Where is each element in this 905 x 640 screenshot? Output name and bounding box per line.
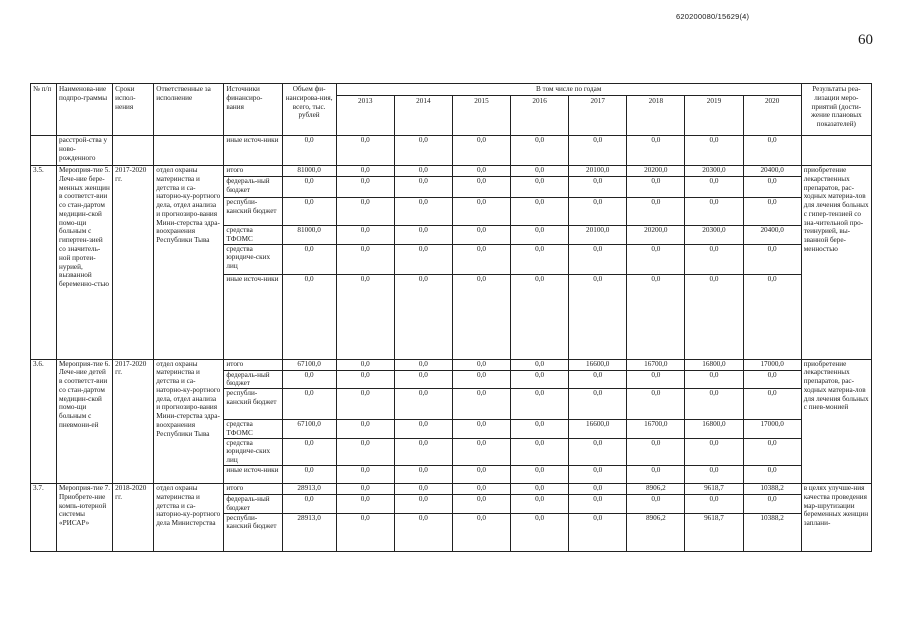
cell-item-no: 3.6. (31, 359, 57, 483)
header-year: 2015 (452, 96, 510, 136)
cell-total: 0,0 (282, 198, 336, 226)
cell-year-value: 0,0 (452, 274, 510, 359)
cell-year-value: 0,0 (394, 420, 452, 439)
cell-year-value: 0,0 (452, 359, 510, 370)
cell-year-value: 0,0 (627, 370, 685, 389)
cell-funding-source: итого (224, 484, 282, 495)
header-by-years: В том числе по годам (336, 84, 801, 96)
header-year: 2016 (511, 96, 569, 136)
cell-year-value: 17000,0 (743, 359, 801, 370)
cell-year-value: 0,0 (569, 244, 627, 274)
cell-year-value: 0,0 (336, 513, 394, 551)
cell-year-value: 0,0 (743, 495, 801, 514)
cell-total: 81000,0 (282, 226, 336, 245)
cell-year-value: 0,0 (743, 274, 801, 359)
cell-year-value: 0,0 (394, 389, 452, 420)
cell-year-value: 0,0 (452, 420, 510, 439)
cell-year-value: 0,0 (627, 389, 685, 420)
cell-year-value: 0,0 (627, 466, 685, 484)
cell-responsible: отдел охраны материнства и детства и са-наторно-ку-рортного дела, отдел анализа и прогнозиро-вания Мини-стерства здра-воохранения Республики Тыва (154, 359, 224, 483)
cell-year-value: 0,0 (511, 420, 569, 439)
cell-funding-source: итого (224, 359, 282, 370)
header-sources: Источники финансиро-вания (224, 84, 282, 136)
cell-year-value: 10388,2 (743, 484, 801, 495)
table-row (31, 166, 872, 177)
cell-year-value: 0,0 (336, 166, 394, 177)
cell-year-value: 0,0 (743, 438, 801, 465)
cell-measure-name: Мероприя-тие 7. Приобрете-ние компь-ютерной системы «РИСАР» (57, 484, 113, 552)
cell-year-value: 0,0 (452, 177, 510, 198)
cell-year-value: 0,0 (685, 370, 743, 389)
cell-result: приобретение лекарственных препаратов, рас-ходных материа-лов для лечения больных с пнев-монией (801, 359, 871, 483)
cell-year-value: 20100,0 (569, 166, 627, 177)
cell-year-value: 0,0 (511, 244, 569, 274)
cell-year-value: 0,0 (743, 198, 801, 226)
cell-total: 28913,0 (282, 484, 336, 495)
cell-year-value: 0,0 (452, 389, 510, 420)
cell-year-value: 0,0 (452, 166, 510, 177)
cell-year-value: 0,0 (569, 466, 627, 484)
cell-year-value: 16600,0 (569, 420, 627, 439)
cell-year-value: 16700,0 (627, 420, 685, 439)
program-table (30, 83, 872, 552)
cell-measure-name: Мероприя-тие 5. Лече-ние бере-менных женщин в соответст-вии со стан-дартом медицин-ской помо-щи больным с гипертен-зией со значитель-ной протеи-нурией, вызванной беременно-стью (57, 166, 113, 360)
cell-year-value: 0,0 (511, 274, 569, 359)
header-year: 2013 (336, 96, 394, 136)
cell-funding-source: иные источ-ники (224, 466, 282, 484)
cell-year-value: 0,0 (394, 495, 452, 514)
cell-year-value: 0,0 (511, 226, 569, 245)
table-row (31, 136, 872, 166)
cell-year-value: 0,0 (336, 136, 394, 166)
cell-total: 0,0 (282, 466, 336, 484)
cell-year-value: 0,0 (685, 177, 743, 198)
page-number: 60 (858, 32, 873, 48)
cell-total: 0,0 (282, 136, 336, 166)
cell-measure-name: Мероприя-тие 6. Лече-ние детей в соответст-вии со стан-дартом медицин-ской помо-щи больным с пневмони-ей (57, 359, 113, 483)
cell-year-value: 0,0 (336, 244, 394, 274)
cell-year-value: 0,0 (569, 136, 627, 166)
cell-term: 2018-2020 гг. (113, 484, 154, 552)
header-no: № п/п (31, 84, 57, 136)
cell-year-value: 20400,0 (743, 166, 801, 177)
cell-total: 0,0 (282, 177, 336, 198)
cell-year-value: 0,0 (452, 136, 510, 166)
cell-term: 2017-2020 гг. (113, 166, 154, 360)
cell-total: 0,0 (282, 389, 336, 420)
cell-year-value: 0,0 (511, 438, 569, 465)
cell-year-value: 0,0 (394, 136, 452, 166)
cell-year-value: 0,0 (336, 177, 394, 198)
cell-year-value: 0,0 (394, 466, 452, 484)
cell-total: 0,0 (282, 438, 336, 465)
table-row (31, 359, 872, 370)
cell-total: 67100,0 (282, 359, 336, 370)
cell-year-value: 0,0 (569, 438, 627, 465)
cell-year-value: 0,0 (743, 244, 801, 274)
cell-year-value: 0,0 (336, 466, 394, 484)
cell-funding-source: средства ТФОМС (224, 226, 282, 245)
cell-year-value: 0,0 (511, 136, 569, 166)
cell-year-value: 0,0 (743, 466, 801, 484)
cell-year-value: 0,0 (452, 198, 510, 226)
cell-year-value: 0,0 (743, 177, 801, 198)
cell-year-value: 0,0 (394, 513, 452, 551)
cell-year-value: 9618,7 (685, 484, 743, 495)
cell-funding-source: федераль-ный бюджет (224, 177, 282, 198)
cell-year-value: 0,0 (569, 177, 627, 198)
cell-result: приобретение лекарственных препаратов, рас-ходных материа-лов для лечения больных с гипер-тензией со зна-чительной про-теинурией, вы-званной бере-менностью (801, 166, 871, 360)
cell-year-value: 20300,0 (685, 166, 743, 177)
header-name: Наименова-ние подпро-граммы (57, 84, 113, 136)
cell-year-value: 0,0 (627, 136, 685, 166)
cell-total: 0,0 (282, 244, 336, 274)
cell-year-value: 0,0 (569, 389, 627, 420)
cell-year-value: 0,0 (685, 136, 743, 166)
cell-year-value: 0,0 (511, 198, 569, 226)
cell-item-no: 3.5. (31, 166, 57, 360)
cell-responsible: отдел охраны материнства и детства и са-наторно-ку-рортного дела Министерства (154, 484, 224, 552)
cell-year-value: 0,0 (511, 166, 569, 177)
cell-year-value: 0,0 (685, 244, 743, 274)
cell-year-value: 0,0 (511, 370, 569, 389)
header-volume: Объем фи-нансирова-ния, всего, тыс. рублей (282, 84, 336, 136)
cell-measure-name: расстрой-ства у ново-рожденного (57, 136, 113, 166)
cell-year-value: 9618,7 (685, 513, 743, 551)
cell-year-value: 0,0 (336, 484, 394, 495)
cell-funding-source: средства ТФОМС (224, 420, 282, 439)
cell-year-value: 0,0 (394, 359, 452, 370)
cell-year-value: 10388,2 (743, 513, 801, 551)
cell-year-value: 8906,2 (627, 513, 685, 551)
cell-year-value: 0,0 (569, 370, 627, 389)
cell-year-value: 20200,0 (627, 166, 685, 177)
cell-year-value: 0,0 (394, 274, 452, 359)
header-year: 2018 (627, 96, 685, 136)
cell-year-value: 0,0 (452, 513, 510, 551)
header-year: 2020 (743, 96, 801, 136)
cell-year-value: 0,0 (569, 274, 627, 359)
cell-year-value: 16800,0 (685, 420, 743, 439)
cell-year-value: 0,0 (685, 198, 743, 226)
header-results: Результаты реа-лизации меро-приятий (дости-жение плановых показателей) (801, 84, 871, 136)
cell-year-value: 0,0 (452, 244, 510, 274)
cell-year-value: 0,0 (394, 438, 452, 465)
cell-funding-source: республи-канский бюджет (224, 513, 282, 551)
cell-responsible: отдел охраны материнства и детства и са-наторно-ку-рортного дела, отдел анализа и прогнозиро-вания Мини-стерства здра-воохранения Республики Тыва (154, 166, 224, 360)
header-year: 2019 (685, 96, 743, 136)
cell-year-value: 0,0 (336, 274, 394, 359)
cell-year-value: 0,0 (627, 438, 685, 465)
cell-year-value: 16600,0 (569, 359, 627, 370)
cell-year-value: 0,0 (394, 198, 452, 226)
cell-year-value: 0,0 (569, 198, 627, 226)
cell-year-value: 0,0 (394, 166, 452, 177)
cell-year-value: 16800,0 (685, 359, 743, 370)
cell-year-value: 0,0 (394, 244, 452, 274)
cell-year-value: 0,0 (743, 136, 801, 166)
cell-year-value: 0,0 (336, 420, 394, 439)
cell-year-value: 0,0 (685, 466, 743, 484)
document-id: 620200080/15629(4) (676, 12, 750, 21)
cell-total: 28913,0 (282, 513, 336, 551)
cell-year-value: 0,0 (569, 513, 627, 551)
cell-total: 67100,0 (282, 420, 336, 439)
cell-year-value: 0,0 (685, 495, 743, 514)
header-year: 2014 (394, 96, 452, 136)
cell-year-value: 0,0 (394, 370, 452, 389)
table-row (31, 484, 872, 495)
cell-funding-source: федераль-ный бюджет (224, 370, 282, 389)
cell-year-value: 0,0 (511, 495, 569, 514)
cell-year-value: 8906,2 (627, 484, 685, 495)
cell-year-value: 0,0 (743, 389, 801, 420)
cell-item-no: 3.7. (31, 484, 57, 552)
cell-year-value: 0,0 (685, 438, 743, 465)
cell-year-value: 0,0 (627, 198, 685, 226)
cell-total: 81000,0 (282, 166, 336, 177)
header-term: Сроки испол-нения (113, 84, 154, 136)
cell-year-value: 0,0 (685, 274, 743, 359)
cell-year-value: 20200,0 (627, 226, 685, 245)
cell-year-value: 0,0 (452, 495, 510, 514)
cell-total: 0,0 (282, 495, 336, 514)
cell-funding-source: средства юридиче-ских лиц (224, 244, 282, 274)
cell-item-no (31, 136, 57, 166)
cell-year-value: 0,0 (336, 438, 394, 465)
cell-year-value: 0,0 (452, 226, 510, 245)
cell-year-value: 0,0 (336, 495, 394, 514)
cell-term (113, 136, 154, 166)
cell-total: 0,0 (282, 370, 336, 389)
cell-term: 2017-2020 гг. (113, 359, 154, 483)
cell-year-value: 0,0 (336, 370, 394, 389)
cell-year-value: 17000,0 (743, 420, 801, 439)
cell-year-value: 0,0 (452, 370, 510, 389)
cell-year-value: 0,0 (511, 513, 569, 551)
cell-year-value: 16700,0 (627, 359, 685, 370)
cell-funding-source: средства юридиче-ских лиц (224, 438, 282, 465)
cell-year-value: 0,0 (743, 370, 801, 389)
cell-year-value: 20400,0 (743, 226, 801, 245)
cell-year-value: 0,0 (336, 359, 394, 370)
cell-year-value: 0,0 (452, 484, 510, 495)
cell-funding-source: иные источ-ники (224, 274, 282, 359)
cell-year-value: 0,0 (569, 484, 627, 495)
cell-funding-source: федераль-ный бюджет (224, 495, 282, 514)
cell-funding-source: республи-канский бюджет (224, 198, 282, 226)
cell-year-value: 0,0 (511, 177, 569, 198)
header-year: 2017 (569, 96, 627, 136)
cell-year-value: 0,0 (511, 389, 569, 420)
cell-year-value: 0,0 (511, 359, 569, 370)
cell-year-value: 20100,0 (569, 226, 627, 245)
cell-result (801, 136, 871, 166)
cell-year-value: 0,0 (452, 466, 510, 484)
cell-year-value: 0,0 (627, 244, 685, 274)
cell-year-value: 0,0 (394, 177, 452, 198)
cell-funding-source: итого (224, 166, 282, 177)
cell-year-value: 0,0 (627, 177, 685, 198)
cell-year-value: 0,0 (394, 226, 452, 245)
cell-year-value: 0,0 (511, 466, 569, 484)
cell-year-value: 0,0 (336, 389, 394, 420)
cell-year-value: 0,0 (394, 484, 452, 495)
cell-year-value: 0,0 (336, 226, 394, 245)
cell-year-value: 0,0 (627, 495, 685, 514)
cell-year-value: 0,0 (569, 495, 627, 514)
cell-funding-source: иные источ-ники (224, 136, 282, 166)
cell-total: 0,0 (282, 274, 336, 359)
cell-responsible (154, 136, 224, 166)
cell-year-value: 20300,0 (685, 226, 743, 245)
cell-year-value: 0,0 (511, 484, 569, 495)
cell-year-value: 0,0 (627, 274, 685, 359)
cell-funding-source: республи-канский бюджет (224, 389, 282, 420)
cell-year-value: 0,0 (336, 198, 394, 226)
cell-result: в целях улучше-ния качества проведения мар-шрутизации беременных женщин заплани- (801, 484, 871, 552)
header-responsible: Ответственные за исполнение (154, 84, 224, 136)
cell-year-value: 0,0 (685, 389, 743, 420)
cell-year-value: 0,0 (452, 438, 510, 465)
